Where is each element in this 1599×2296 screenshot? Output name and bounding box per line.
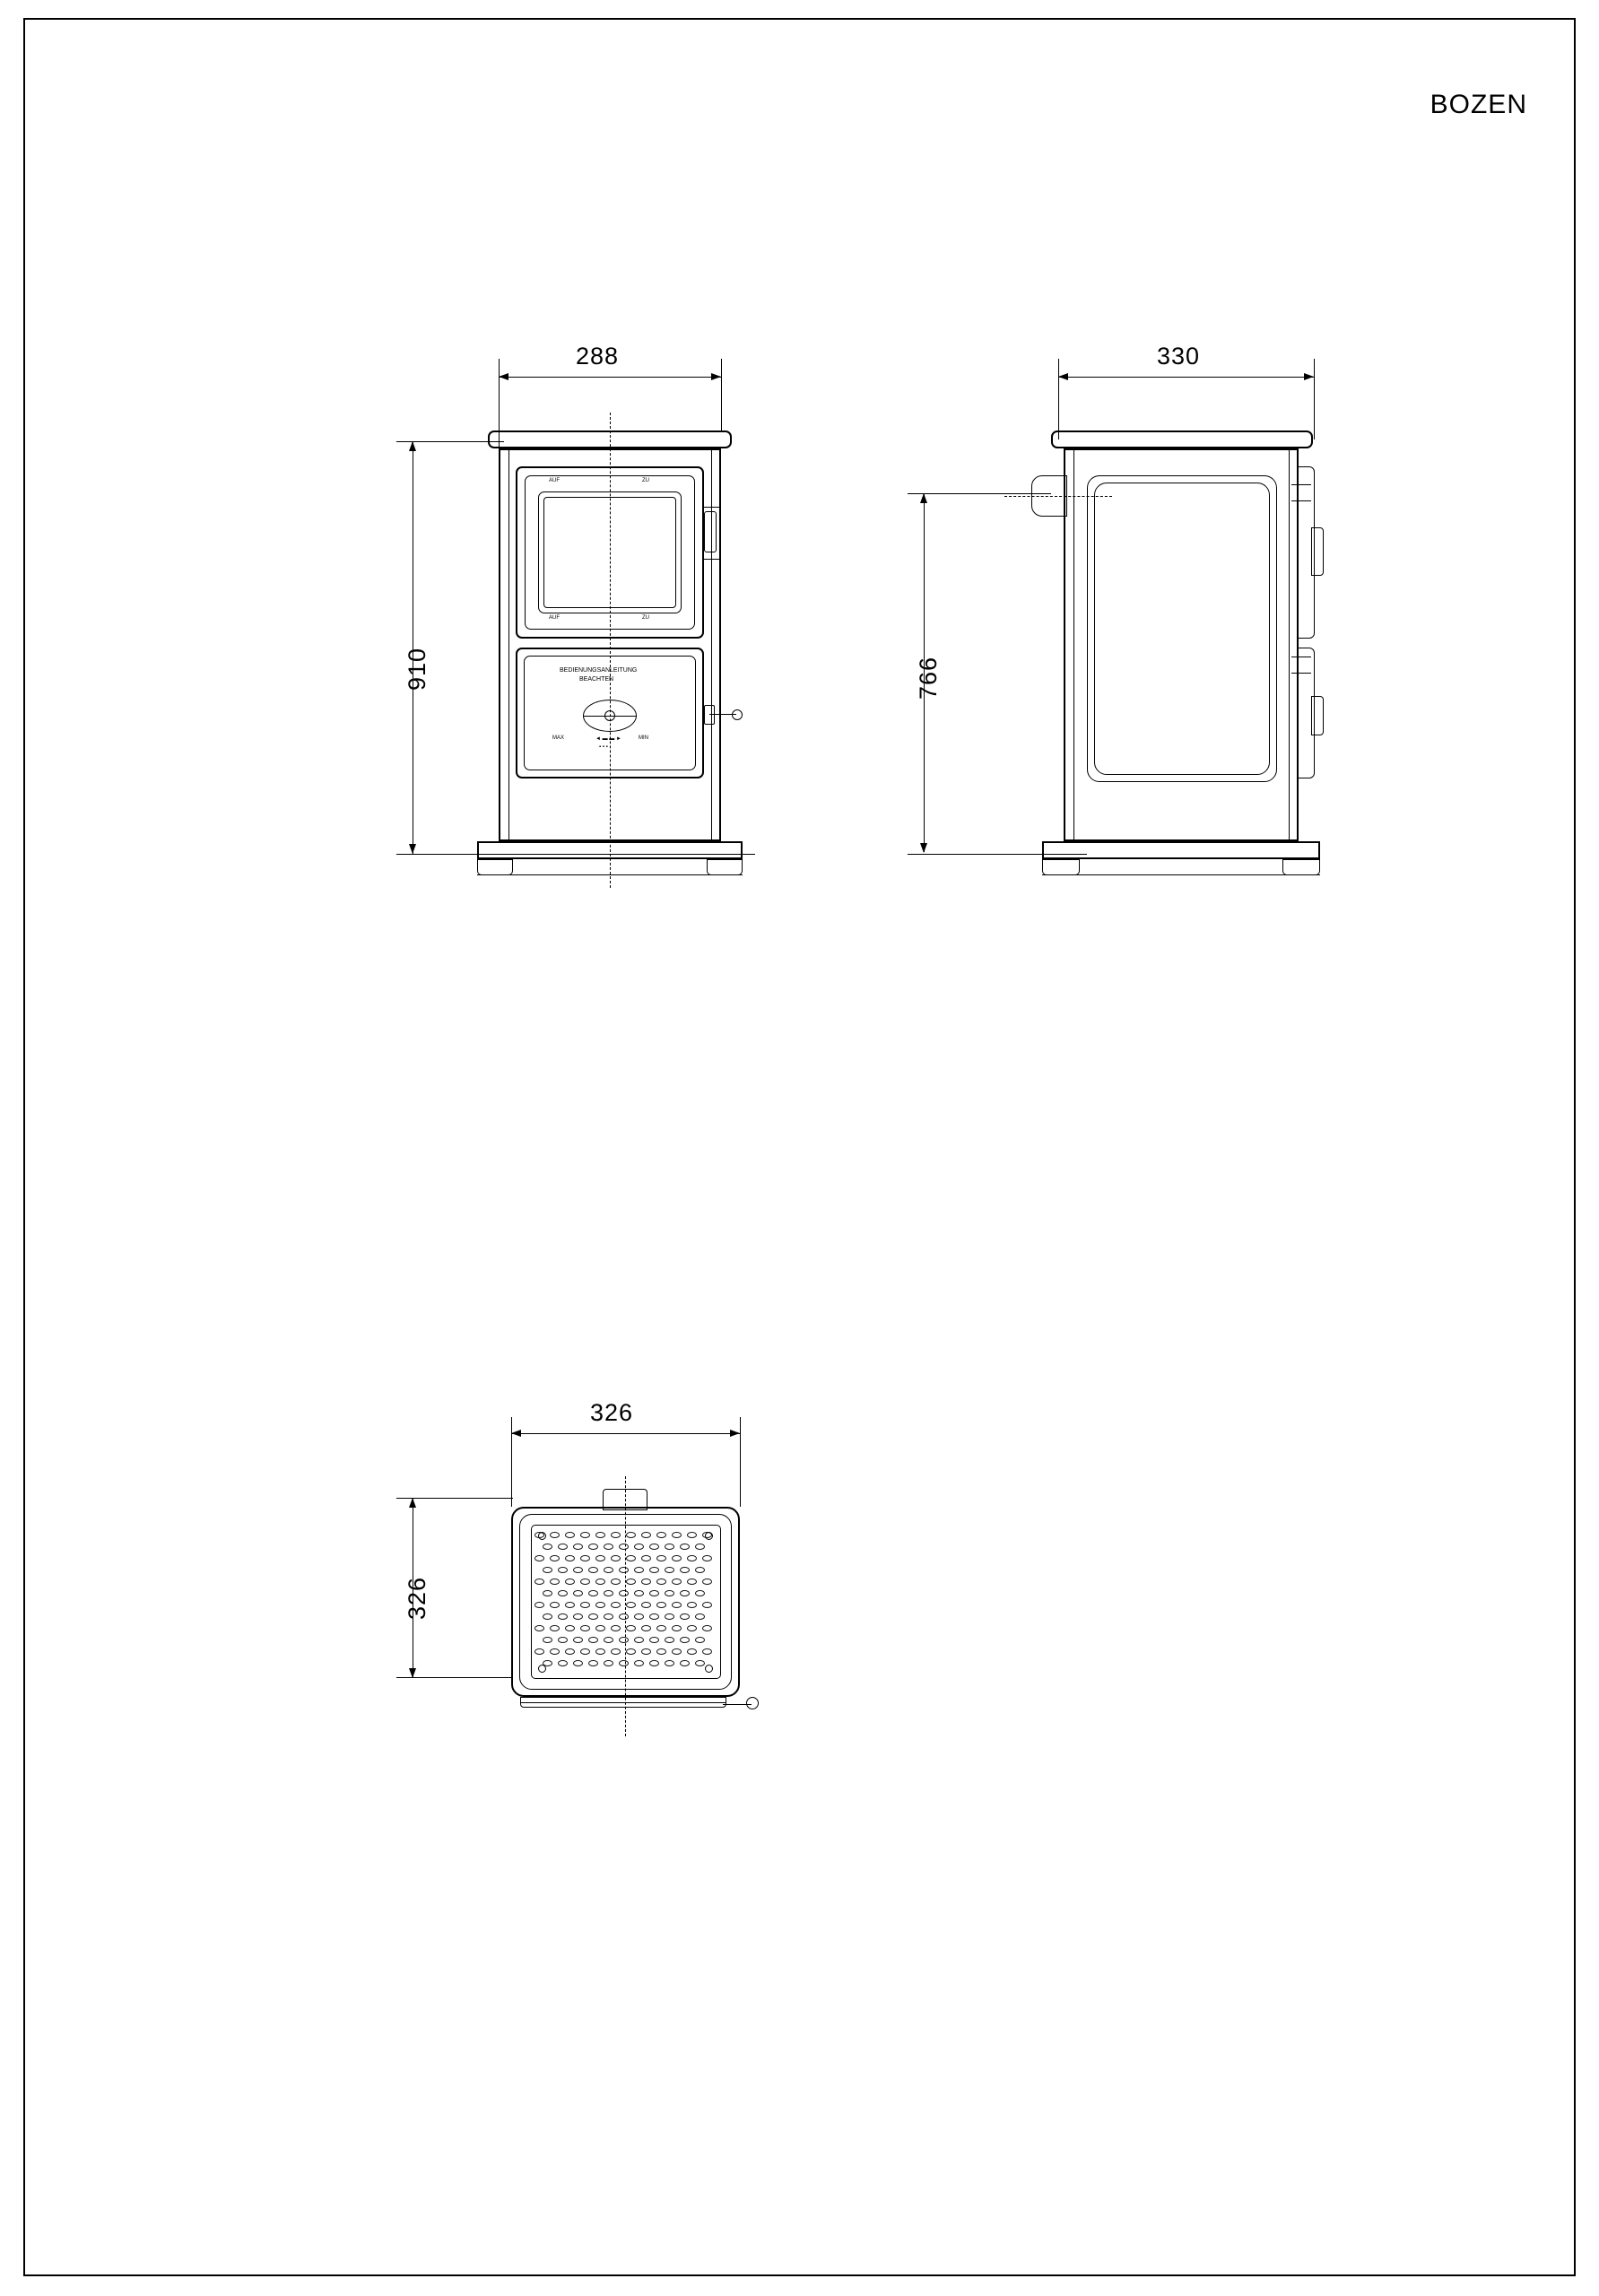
front-width-dim-line	[499, 377, 721, 378]
perforation-hole	[626, 1532, 636, 1538]
perforation-hole	[656, 1648, 666, 1655]
perforation-hole	[680, 1590, 690, 1596]
front-width-dim-text: 288	[576, 343, 620, 370]
perforation-hole	[687, 1555, 697, 1561]
perforation-hole	[595, 1625, 605, 1631]
perforation-hole	[656, 1555, 666, 1561]
front-width-arrow-left	[499, 373, 508, 380]
front-foot-right	[707, 859, 743, 875]
front-upper-door-hinge-top	[704, 507, 720, 508]
flue-height-dim-text: 766	[915, 656, 942, 700]
front-upper-door-hinge-bottom	[704, 559, 720, 560]
perforation-hole	[534, 1648, 544, 1655]
side-depth-arrow-right	[1304, 373, 1314, 380]
perforation-hole	[565, 1648, 575, 1655]
perforation-hole	[626, 1555, 636, 1561]
perforation-hole	[665, 1637, 674, 1643]
side-base-bottom	[1042, 874, 1320, 875]
perforation-hole	[695, 1544, 705, 1550]
perforation-hole	[702, 1648, 712, 1655]
front-upper-door-label-auf-bottom: AUF	[549, 615, 560, 621]
top-perforation-grid	[531, 1525, 721, 1679]
perforation-hole	[680, 1567, 690, 1573]
perforation-hole	[641, 1602, 651, 1608]
perforation-hole	[687, 1625, 697, 1631]
perforation-hole	[604, 1567, 613, 1573]
perforation-hole	[656, 1578, 666, 1585]
perforation-hole	[656, 1602, 666, 1608]
perforation-hole	[634, 1544, 644, 1550]
perforation-hole	[649, 1590, 659, 1596]
perforation-hole	[695, 1567, 705, 1573]
perforation-hole	[665, 1590, 674, 1596]
perforation-hole	[534, 1555, 544, 1561]
perforation-hole	[619, 1613, 629, 1620]
perforation-hole	[573, 1590, 583, 1596]
perforation-hole	[580, 1648, 590, 1655]
perforation-hole	[611, 1648, 621, 1655]
front-height-arrow-down	[409, 844, 416, 854]
front-control-label-line1: BEDIENUNGSANLEITUNG	[560, 667, 638, 674]
top-front-edge-line	[520, 1702, 726, 1703]
perforation-hole	[634, 1567, 644, 1573]
top-depth-arrow-up	[409, 1498, 416, 1508]
perforation-hole	[543, 1637, 552, 1643]
perforation-hole	[573, 1660, 583, 1666]
perforation-hole	[534, 1625, 544, 1631]
side-upper-door-handle	[1311, 527, 1324, 576]
top-width-dim-line	[511, 1433, 740, 1434]
front-upper-door-label-zu-top: ZU	[642, 478, 649, 483]
front-width-ext-right	[721, 359, 722, 430]
top-width-arrow-left	[511, 1430, 521, 1437]
perforation-hole	[558, 1567, 568, 1573]
perforation-hole	[672, 1532, 682, 1538]
perforation-hole	[595, 1578, 605, 1585]
perforation-hole	[604, 1613, 613, 1620]
flue-height-arrow-up	[920, 493, 927, 503]
perforation-hole	[695, 1613, 705, 1620]
flue-height-ext-top	[908, 493, 1051, 494]
perforation-hole	[604, 1544, 613, 1550]
perforation-hole	[611, 1602, 621, 1608]
perforation-hole	[672, 1555, 682, 1561]
perforation-hole	[588, 1590, 598, 1596]
perforation-hole	[580, 1625, 590, 1631]
perforation-hole	[595, 1648, 605, 1655]
perforation-hole	[543, 1613, 552, 1620]
perforation-hole	[611, 1555, 621, 1561]
perforation-hole	[588, 1613, 598, 1620]
perforation-hole	[687, 1602, 697, 1608]
top-width-ext-right	[740, 1417, 741, 1507]
perforation-hole	[695, 1660, 705, 1666]
perforation-hole	[680, 1544, 690, 1550]
perforation-hole	[550, 1578, 560, 1585]
perforation-hole	[611, 1532, 621, 1538]
side-view	[888, 341, 1354, 762]
perforation-hole	[656, 1532, 666, 1538]
perforation-hole	[634, 1613, 644, 1620]
side-depth-dim-line	[1058, 377, 1314, 378]
perforation-hole	[565, 1555, 575, 1561]
top-centerline-vertical	[625, 1476, 626, 1736]
side-depth-arrow-left	[1058, 373, 1068, 380]
perforation-hole	[619, 1567, 629, 1573]
perforation-hole	[634, 1637, 644, 1643]
side-depth-dim-text: 330	[1157, 343, 1201, 370]
perforation-hole	[573, 1567, 583, 1573]
perforation-hole	[580, 1555, 590, 1561]
perforation-hole	[543, 1544, 552, 1550]
perforation-hole	[573, 1613, 583, 1620]
perforation-hole	[649, 1637, 659, 1643]
front-foot-left	[477, 859, 513, 875]
front-width-arrow-right	[711, 373, 721, 380]
perforation-hole	[543, 1567, 552, 1573]
top-handle-knob	[746, 1697, 759, 1709]
perforation-hole	[588, 1544, 598, 1550]
perforation-hole	[634, 1660, 644, 1666]
perforation-hole	[565, 1578, 575, 1585]
front-dial-label-max: MAX	[552, 735, 565, 741]
perforation-hole	[550, 1555, 560, 1561]
side-top-plate	[1051, 430, 1313, 448]
side-panel-inner	[1094, 483, 1270, 775]
perforation-hole	[550, 1625, 560, 1631]
perforation-hole	[680, 1613, 690, 1620]
perforation-hole	[695, 1637, 705, 1643]
perforation-hole	[665, 1567, 674, 1573]
top-depth-ext-bottom	[396, 1677, 513, 1678]
side-foot-right	[1282, 859, 1320, 875]
perforation-hole	[649, 1660, 659, 1666]
side-depth-ext-right	[1314, 359, 1315, 439]
side-depth-ext-left	[1058, 359, 1059, 439]
page-title: BOZEN	[1430, 90, 1527, 119]
top-width-dim-text: 326	[590, 1399, 634, 1426]
perforation-hole	[626, 1648, 636, 1655]
perforation-hole	[626, 1578, 636, 1585]
perforation-hole	[604, 1637, 613, 1643]
front-view	[377, 341, 753, 762]
perforation-hole	[588, 1567, 598, 1573]
perforation-hole	[619, 1660, 629, 1666]
perforation-hole	[702, 1602, 712, 1608]
perforation-hole	[641, 1648, 651, 1655]
perforation-hole	[641, 1625, 651, 1631]
perforation-hole	[580, 1532, 590, 1538]
front-dial-scale: ◄ ▬ ▬ ►	[595, 736, 621, 742]
side-body-inner-right	[1289, 448, 1290, 841]
top-screw-br	[705, 1665, 713, 1673]
perforation-hole	[534, 1602, 544, 1608]
top-screw-tl	[538, 1532, 546, 1540]
top-screw-bl	[538, 1665, 546, 1673]
perforation-hole	[595, 1602, 605, 1608]
perforation-hole	[550, 1602, 560, 1608]
front-dial-label-min: MIN	[639, 735, 648, 741]
front-height-dim-text: 910	[404, 647, 430, 691]
top-depth-dim-text: 326	[404, 1576, 430, 1620]
perforation-hole	[649, 1544, 659, 1550]
perforation-hole	[626, 1625, 636, 1631]
perforation-hole	[565, 1602, 575, 1608]
perforation-hole	[558, 1660, 568, 1666]
perforation-hole	[604, 1660, 613, 1666]
side-body-inner-left	[1073, 448, 1074, 841]
perforation-hole	[634, 1590, 644, 1596]
side-flue-centerline	[1004, 496, 1112, 497]
perforation-hole	[649, 1613, 659, 1620]
perforation-hole	[649, 1567, 659, 1573]
perforation-hole	[534, 1578, 544, 1585]
perforation-hole	[619, 1544, 629, 1550]
front-upper-door-label-auf-top: AUF	[549, 478, 560, 483]
perforation-hole	[656, 1625, 666, 1631]
front-upper-door-handle	[704, 511, 717, 552]
perforation-hole	[672, 1625, 682, 1631]
perforation-hole	[641, 1578, 651, 1585]
perforation-hole	[687, 1532, 697, 1538]
perforation-hole	[672, 1602, 682, 1608]
top-width-arrow-right	[730, 1430, 740, 1437]
perforation-hole	[687, 1648, 697, 1655]
perforation-hole	[611, 1578, 621, 1585]
top-width-ext-left	[511, 1417, 512, 1507]
perforation-hole	[558, 1637, 568, 1643]
perforation-hole	[641, 1532, 651, 1538]
top-view	[377, 1399, 753, 1704]
perforation-hole	[558, 1613, 568, 1620]
perforation-hole	[611, 1625, 621, 1631]
perforation-hole	[626, 1602, 636, 1608]
side-foot-left	[1042, 859, 1080, 875]
perforation-hole	[595, 1532, 605, 1538]
front-control-label-line2: BEACHTEN	[579, 676, 614, 683]
side-hinge-lower-2	[1291, 673, 1311, 674]
perforation-hole	[695, 1590, 705, 1596]
perforation-hole	[604, 1590, 613, 1596]
perforation-hole	[687, 1578, 697, 1585]
front-lower-door-handle	[704, 705, 715, 725]
perforation-hole	[558, 1590, 568, 1596]
perforation-hole	[619, 1637, 629, 1643]
perforation-hole	[595, 1555, 605, 1561]
perforation-hole	[588, 1637, 598, 1643]
side-hinge-upper-1	[1291, 484, 1311, 485]
front-lower-door-handle-knob	[732, 709, 743, 720]
perforation-hole	[665, 1544, 674, 1550]
side-hinge-upper-2	[1291, 500, 1311, 501]
perforation-hole	[580, 1602, 590, 1608]
perforation-hole	[672, 1578, 682, 1585]
perforation-hole	[702, 1625, 712, 1631]
side-base	[1042, 841, 1320, 859]
front-upper-door-label-zu-bottom: ZU	[642, 615, 649, 621]
front-centerline	[610, 413, 611, 888]
perforation-hole	[702, 1578, 712, 1585]
perforation-hole	[573, 1544, 583, 1550]
flue-height-arrow-down	[920, 843, 927, 853]
perforation-hole	[565, 1532, 575, 1538]
top-screw-tr	[705, 1532, 713, 1540]
perforation-hole	[665, 1660, 674, 1666]
perforation-hole	[619, 1590, 629, 1596]
front-dial-scale-2: ▪ ▪ ▪	[599, 744, 608, 750]
front-body-inner-left	[508, 448, 509, 841]
perforation-hole	[550, 1532, 560, 1538]
perforation-hole	[573, 1637, 583, 1643]
perforation-hole	[558, 1544, 568, 1550]
perforation-hole	[580, 1578, 590, 1585]
side-lower-door-handle	[1311, 696, 1324, 735]
perforation-hole	[680, 1660, 690, 1666]
perforation-hole	[702, 1555, 712, 1561]
perforation-hole	[550, 1648, 560, 1655]
perforation-hole	[565, 1625, 575, 1631]
perforation-hole	[680, 1637, 690, 1643]
perforation-hole	[641, 1555, 651, 1561]
perforation-hole	[665, 1613, 674, 1620]
front-height-arrow-up	[409, 441, 416, 451]
perforation-hole	[543, 1590, 552, 1596]
perforation-hole	[672, 1648, 682, 1655]
top-depth-ext-top	[396, 1498, 513, 1499]
perforation-hole	[588, 1660, 598, 1666]
